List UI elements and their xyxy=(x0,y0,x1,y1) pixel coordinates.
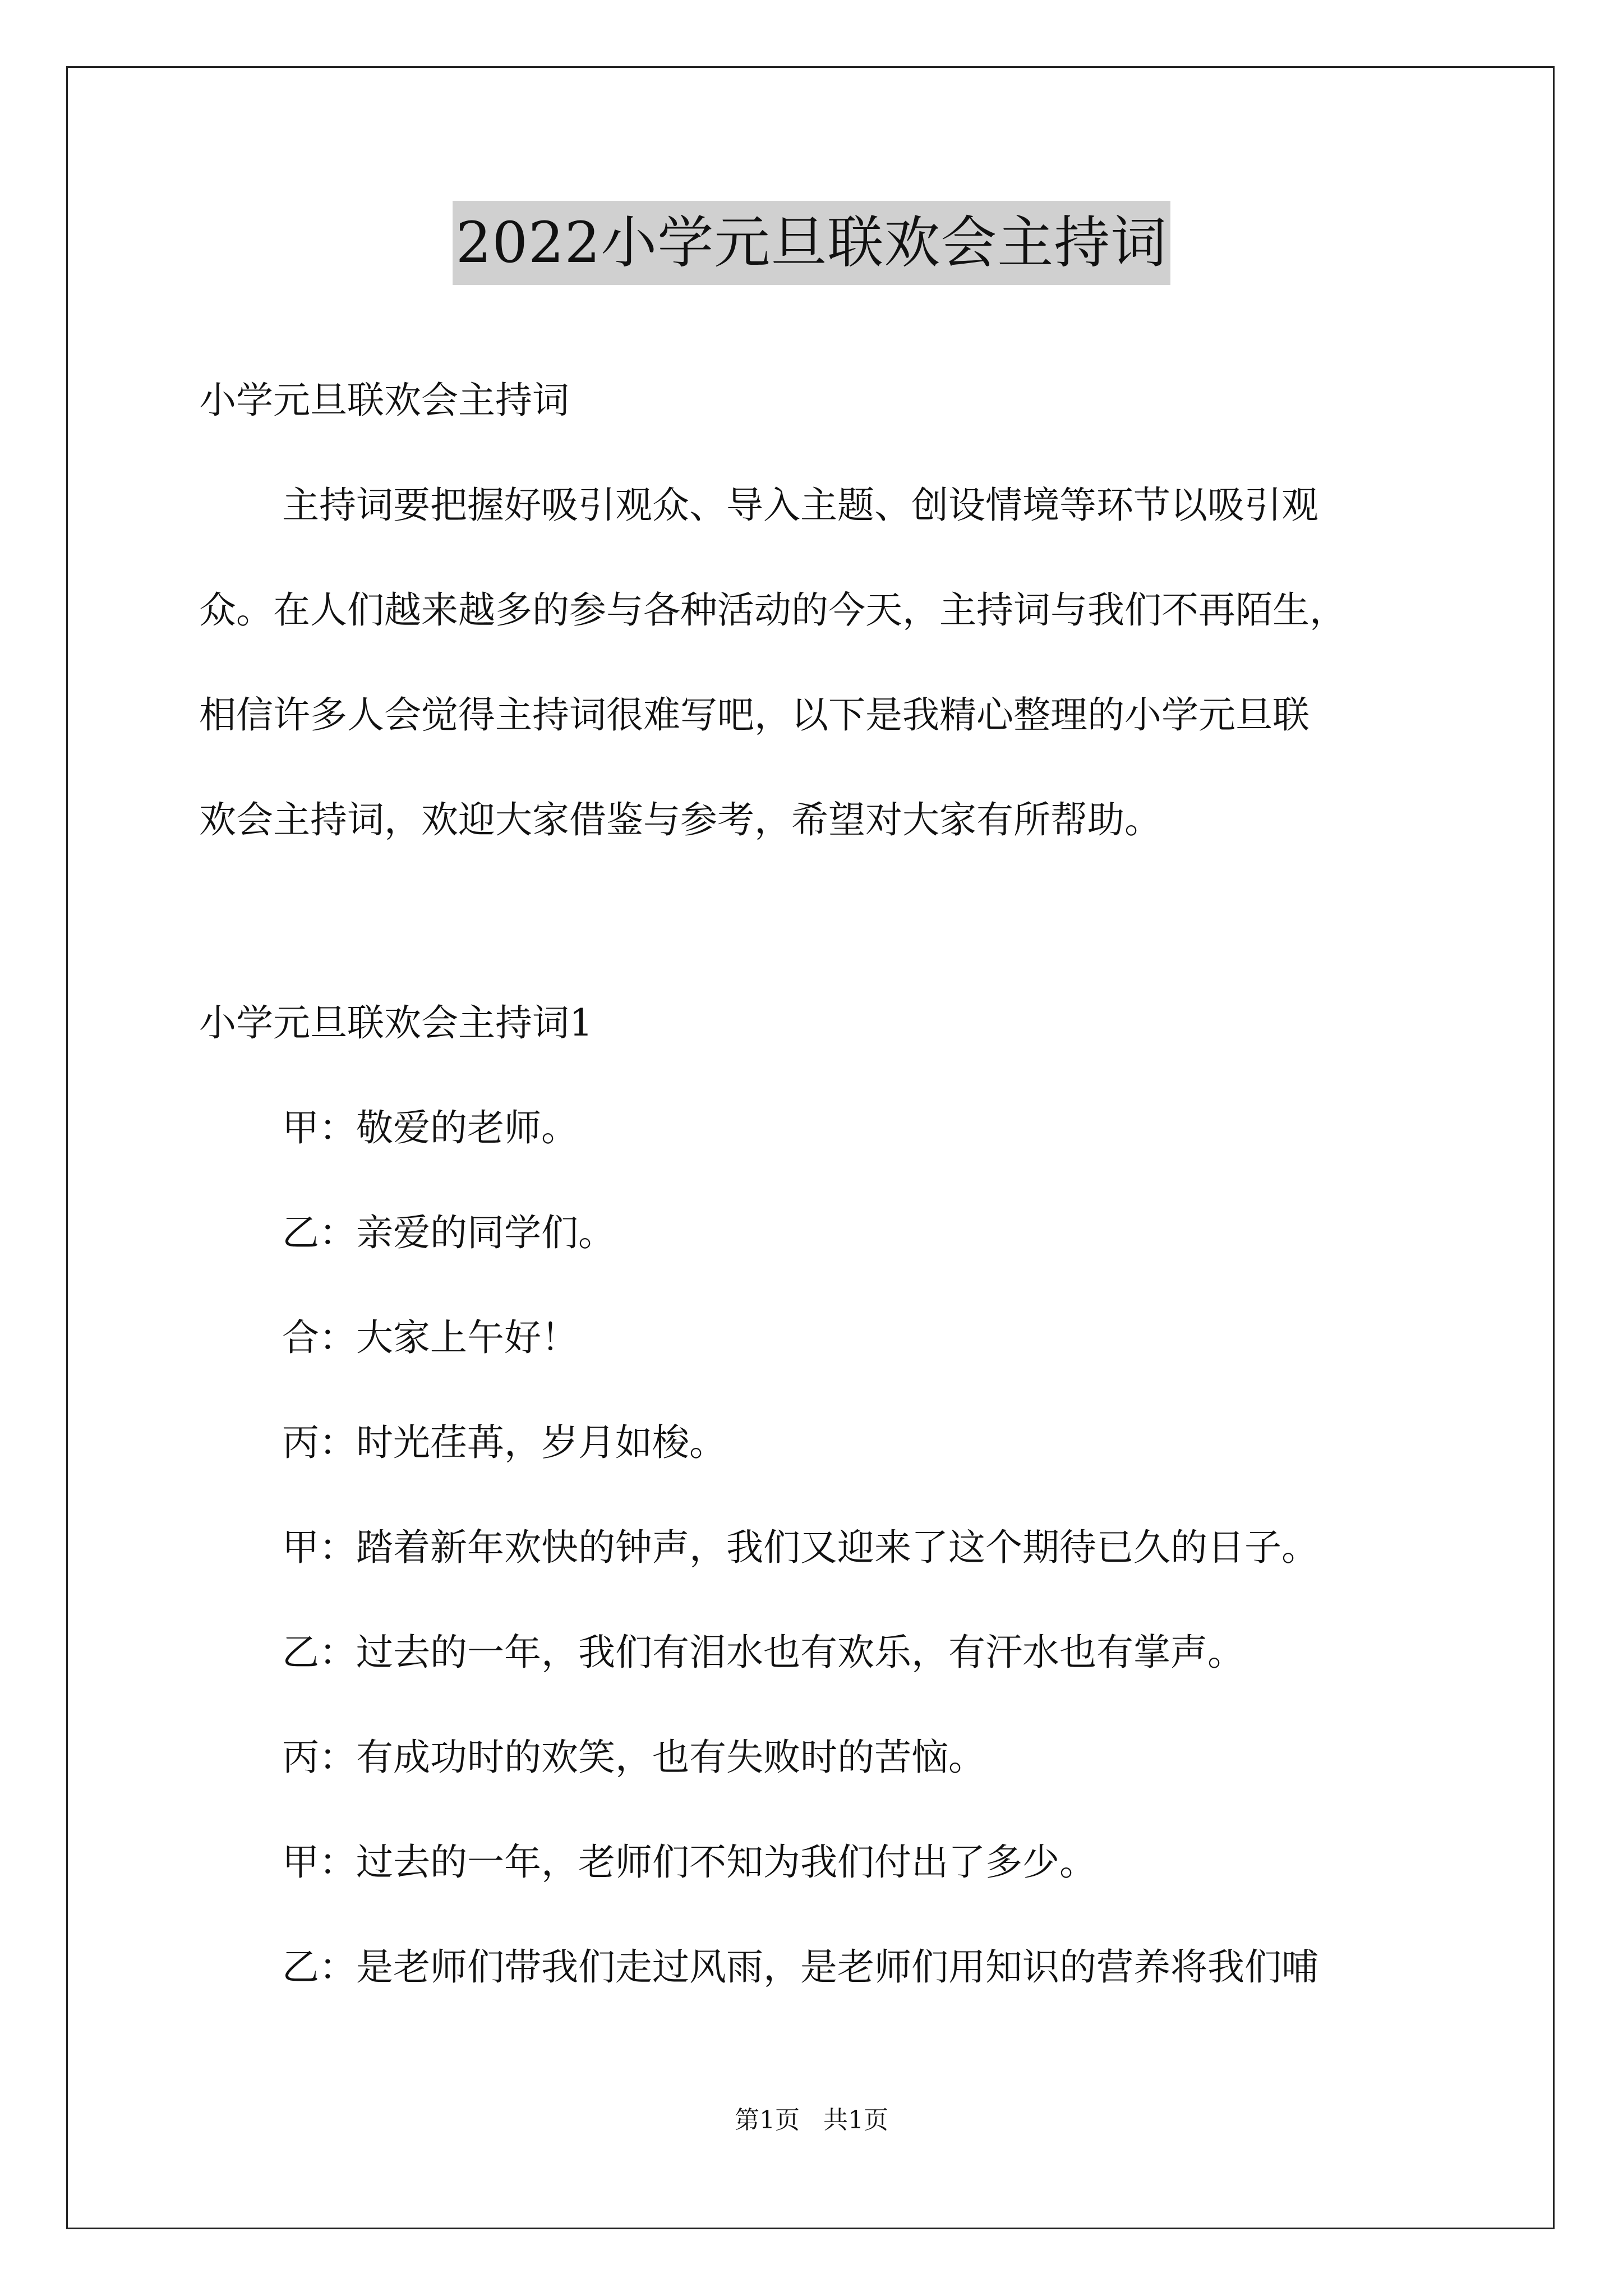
intro-line: 相信许多人会觉得主持词很难写吧，以下是我精心整理的小学元旦联 xyxy=(199,693,1310,737)
title-container xyxy=(0,201,1623,285)
intro-line: 主持词要把握好吸引观众、导入主题、创设情境等环节以吸引观 xyxy=(282,484,1318,527)
dialogue-line: 乙：亲爱的同学们。 xyxy=(282,1211,615,1254)
section-heading: 小学元旦联欢会主持词1 xyxy=(199,1001,593,1045)
subtitle: 小学元旦联欢会主持词 xyxy=(199,379,569,422)
dialogue-line: 甲：敬爱的老师。 xyxy=(282,1106,578,1149)
dialogue-line: 丙：有成功时的欢笑，也有失败时的苦恼。 xyxy=(282,1736,985,1779)
dialogue-line: 合：大家上午好！ xyxy=(282,1316,578,1359)
page-footer xyxy=(0,2104,1623,2137)
intro-line: 众。在人们越来越多的参与各种活动的今天，主持词与我们不再陌生， xyxy=(199,588,1347,632)
document-title: 2022小学元旦联欢会主持词 xyxy=(453,201,1171,285)
dialogue-line: 甲：过去的一年，老师们不知为我们付出了多少。 xyxy=(282,1841,1096,1884)
document-body xyxy=(199,348,1450,2019)
dialogue-line: 丙：时光荏苒，岁月如梭。 xyxy=(282,1421,726,1464)
dialogue-line: 乙：过去的一年，我们有泪水也有欢乐，有汗水也有掌声。 xyxy=(282,1631,1244,1674)
paragraph-gap xyxy=(199,872,1450,970)
intro-line: 欢会主持词，欢迎大家借鉴与参考，希望对大家有所帮助。 xyxy=(199,798,1161,841)
dialogue-line: 乙：是老师们带我们走过风雨，是老师们用知识的营养将我们哺 xyxy=(282,1945,1318,1989)
page-number: 第1页 xyxy=(735,2106,800,2134)
page-total: 共1页 xyxy=(823,2106,888,2134)
dialogue-line: 甲：踏着新年欢快的钟声，我们又迎来了这个期待已久的日子。 xyxy=(282,1526,1318,1569)
